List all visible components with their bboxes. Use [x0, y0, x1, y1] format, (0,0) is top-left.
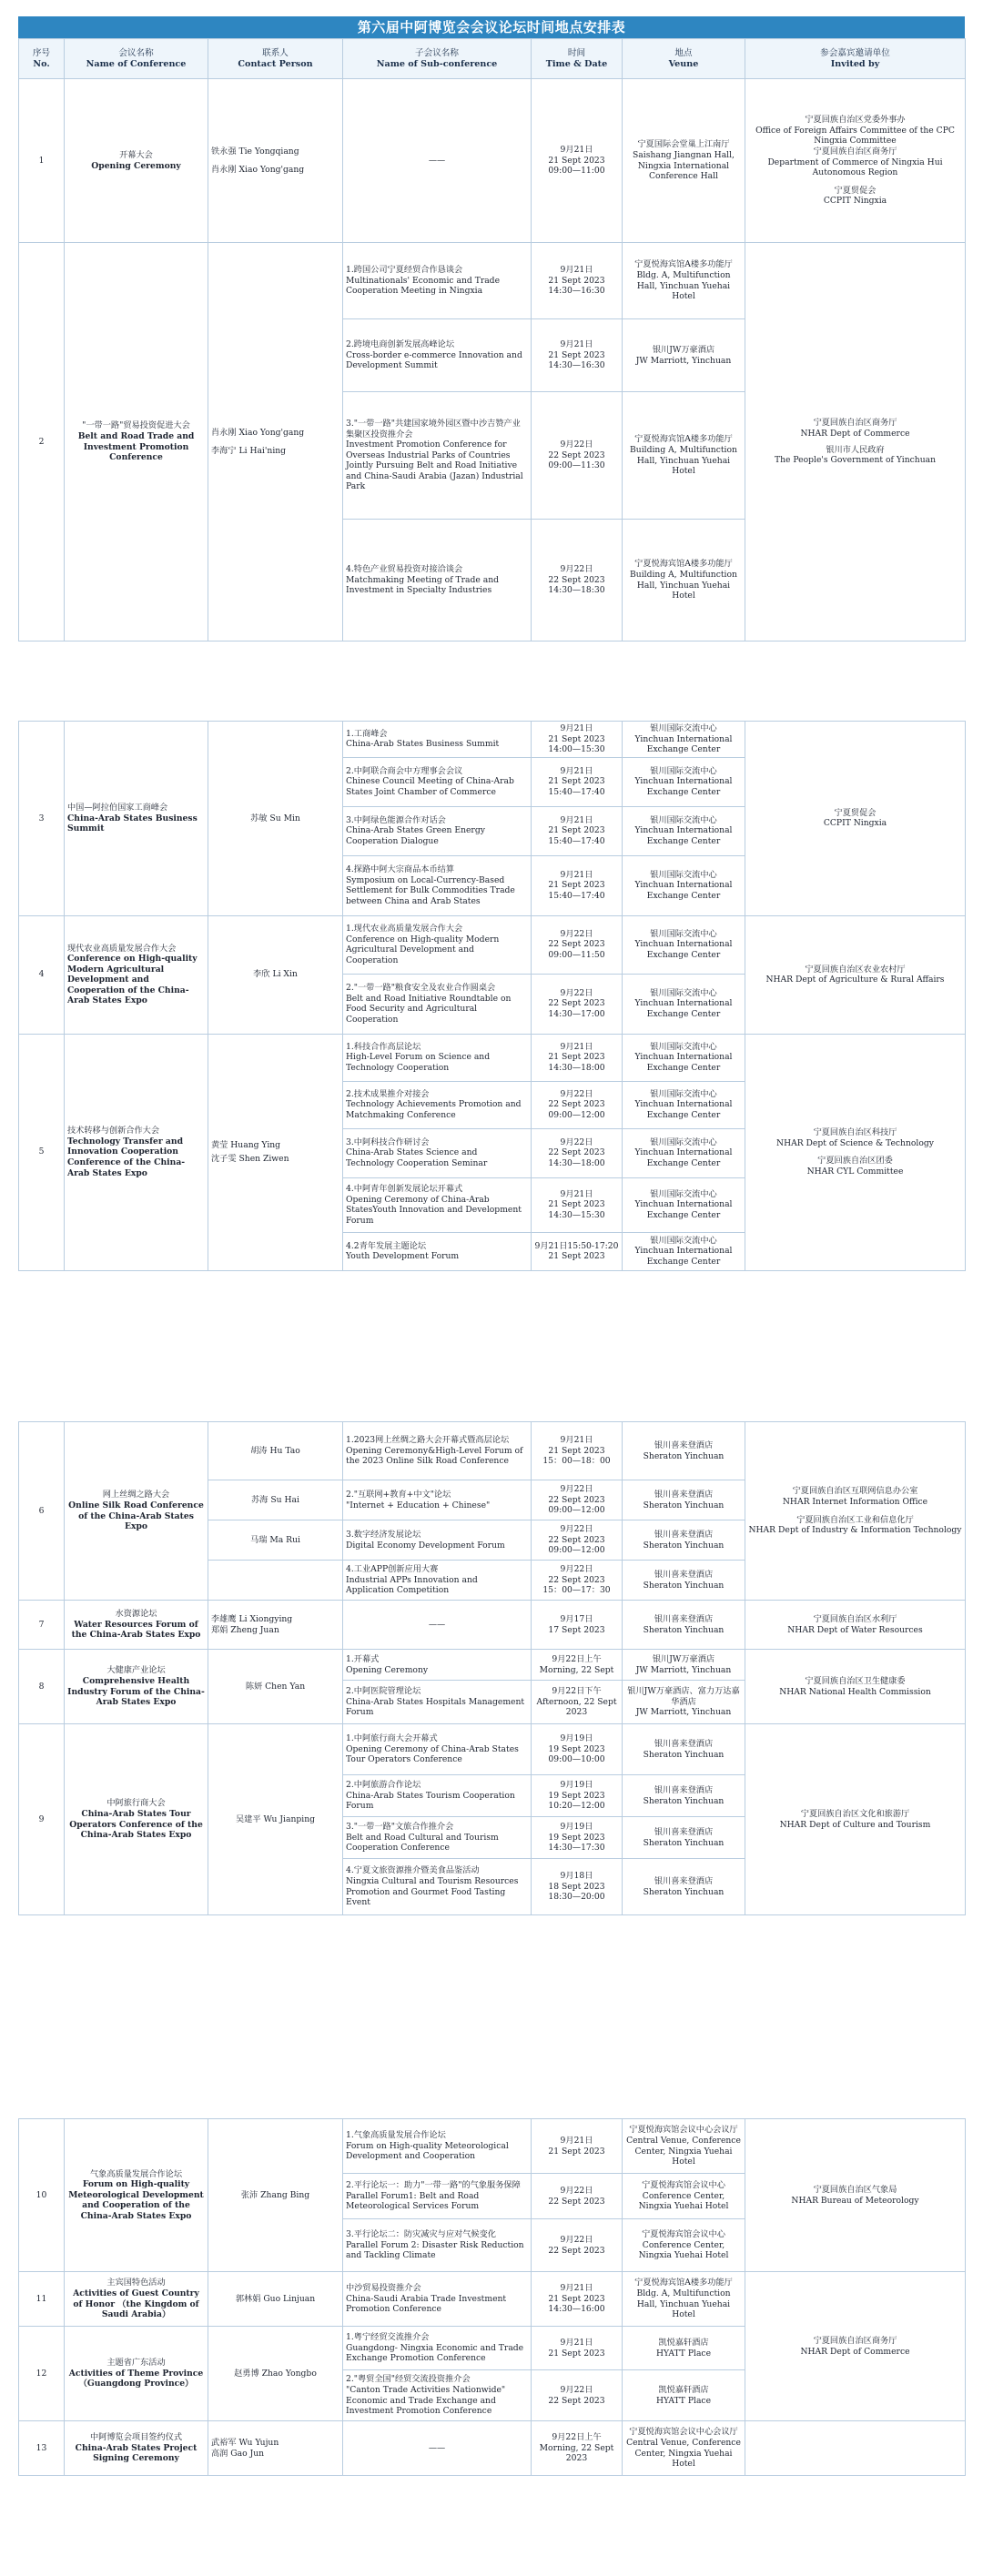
row-number: 9	[19, 1724, 65, 1915]
contact-person: 吴建平 Wu Jianping	[208, 1724, 343, 1915]
time-date: 9月21日 21 Sept 2023 15:40—17:40	[532, 806, 623, 855]
time-date: 9月21日 21 Sept 2023 14:30—16:30	[532, 319, 623, 392]
sub-conference: 2.中阿旅游合作论坛 China-Arab States Tourism Cooperation Forum	[343, 1775, 532, 1817]
time-date: 9月22日 22 Sept 2023 09:00—11:30	[532, 392, 623, 520]
row-number: 6	[19, 1422, 65, 1601]
table-row	[19, 2421, 966, 2476]
contact-person: 郭林娟 Guo Linjuan	[208, 2272, 343, 2327]
contact-person: 铁永强 Tie Yongqiang 肖永刚 Xiao Yong'gang	[208, 79, 343, 243]
time-date: 9月22日 22 Sept 2023	[532, 2174, 623, 2219]
venue: 银川国际交流中心 Yinchuan International Exchange Center	[623, 915, 745, 974]
time-date: 9月21日15:50-17:20 21 Sept 2023	[532, 1232, 623, 1270]
row-number: 2	[19, 243, 65, 641]
schedule-block-4	[18, 2118, 965, 2476]
time-date: 9月21日 21 Sept 2023	[532, 2327, 623, 2370]
conference-name: 主宾国特色活动 Activities of Guest Country of Honor （the Kingdom of Saudi Arabia）	[65, 2272, 208, 2327]
contact-person: 武裕军 Wu Yujun 高润 Gao Jun	[208, 2421, 343, 2476]
sub-conference: 3.中阿绿色能源合作对话会 China-Arab States Green Energy Cooperation Dialogue	[343, 806, 532, 855]
time-date: 9月21日 21 Sept 2023 09:00—11:00	[532, 79, 623, 243]
time-date: 9月21日 21 Sept 2023 14:30—18:00	[532, 1034, 623, 1081]
schedule-table-part-1	[18, 38, 966, 641]
conference-name: 大健康产业论坛 Comprehensive Health Industry Forum of the China-Arab States Expo	[65, 1650, 208, 1724]
invited-by: 宁夏回族自治区党委外事办 Office of Foreign Affairs Committee of the CPC Ningxia Committee 宁夏回族自治区商务厅 Department of Commerce of Ningxia Hui Autonomous Region 宁夏贸促会 CCPIT Ningxia	[745, 79, 966, 243]
sub-conference: 中沙贸易投资推介会 China-Saudi Arabia Trade Investment Promotion Conference	[343, 2272, 532, 2327]
venue: 银川喜来登酒店 Sheraton Yinchuan	[623, 1480, 745, 1520]
conference-name: 现代农业高质量发展合作大会 Conference on High-quality Modern Agricultural Development and Cooperation of the China-Arab States Expo	[65, 915, 208, 1034]
venue: 宁夏悦海宾馆A楼多功能厅 Bldg. A, Multifunction Hall, Yinchuan Yuehai Hotel	[623, 243, 745, 319]
row-number: 3	[19, 722, 65, 916]
time-date: 9月22日 22 Sept 2023 09:00—12:00	[532, 1480, 623, 1520]
conference-name: "一带一路"贸易投资促进大会 Belt and Road Trade and Investment Promotion Conference	[65, 243, 208, 641]
sub-conference: 1.科技合作高层论坛 High-Level Forum on Science and Technology Cooperation	[343, 1034, 532, 1081]
sub-conference: 2.中阿联合商会中方理事会会议 Chinese Council Meeting of China-Arab States Joint Chamber of Commerce	[343, 757, 532, 806]
conference-name: 网上丝绸之路大会 Online Silk Road Conference of the China-Arab States Expo	[65, 1422, 208, 1601]
venue: 宁夏悦海宾馆会议中心 Conference Center, Ningxia Yuehai Hotel	[623, 2174, 745, 2219]
invited-by: 宁夏回族自治区科技厅 NHAR Dept of Science & Technology 宁夏回族自治区团委 NHAR CYL Committee	[745, 1034, 966, 1270]
row-number: 12	[19, 2327, 65, 2421]
table-row	[19, 79, 966, 243]
contact-person: 肖永刚 Xiao Yong'gang 李海宁 Li Hai'ning	[208, 243, 343, 641]
venue: 宁夏国际会堂巢上江南厅 Saishang Jiangnan Hall, Ningxia International Conference Hall	[623, 79, 745, 243]
sub-conference: ——	[343, 79, 532, 243]
header-conference: 会议名称 Name of Conference	[65, 39, 208, 79]
venue: 银川国际交流中心 Yinchuan International Exchange Center	[623, 1081, 745, 1128]
sub-conference: 4.特色产业贸易投资对接洽谈会 Matchmaking Meeting of Trade and Investment in Specialty Industries	[343, 520, 532, 641]
sub-conference: 2."粤贸全国"经贸交流投资推介会 "Canton Trade Activities Nationwide" Economic and Trade Exchange and Investment Promotion Conference	[343, 2370, 532, 2421]
time-date: 9月22日上午 Morning, 22 Sept 2023	[532, 2421, 623, 2476]
table-row	[19, 1601, 966, 1650]
time-date: 9月22日下午 Afternoon, 22 Sept 2023	[532, 1681, 623, 1724]
venue: 宁夏悦海宾馆会议中心会议厅 Central Venue, Conference Center, Ningxia Yuehai Hotel	[623, 2421, 745, 2476]
sub-conference: 1.跨国公司宁夏经贸合作恳谈会 Multinationals' Economic and Trade Cooperation Meeting in Ningxia	[343, 243, 532, 319]
venue: 凯悦嘉轩酒店 HYATT Place	[623, 2327, 745, 2370]
sub-conference: 3.数字经济发展论坛 Digital Economy Development Forum	[343, 1520, 532, 1561]
sub-conference: ——	[343, 2421, 532, 2476]
sub-conference: 4.2青年发展主题论坛 Youth Development Forum	[343, 1232, 532, 1270]
invited-by: 宁夏回族自治区气象局 NHAR Bureau of Meteorology	[745, 2119, 966, 2272]
invited-by: 宁夏回族自治区商务厅 NHAR Dept of Commerce 银川市人民政府 The People's Government of Yinchuan	[745, 243, 966, 641]
contact-person: 胡涛 Hu Tao	[208, 1422, 343, 1480]
time-date: 9月19日 19 Sept 2023 10:20—12:00	[532, 1775, 623, 1817]
venue: 银川喜来登酒店 Sheraton Yinchuan	[623, 1817, 745, 1859]
schedule-table-part-4	[18, 2118, 966, 2476]
venue: 银川国际交流中心 Yinchuan International Exchange Center	[623, 974, 745, 1034]
venue: 银川喜来登酒店 Sheraton Yinchuan	[623, 1724, 745, 1775]
time-date: 9月22日 22 Sept 2023	[532, 2219, 623, 2272]
time-date: 9月22日 22 Sept 2023 09:00—11:50	[532, 915, 623, 974]
schedule-block-2	[18, 721, 965, 1271]
contact-person: 黄莹 Huang Ying 沈子雯 Shen Ziwen	[208, 1034, 343, 1270]
sub-conference: 1.现代农业高质量发展合作大会 Conference on High-quality Modern Agricultural Development and Cooperation	[343, 915, 532, 974]
table-row	[19, 2272, 966, 2327]
invited-by: 宁夏回族自治区卫生健康委 NHAR National Health Commission	[745, 1650, 966, 1724]
contact-person: 苏敏 Su Min	[208, 722, 343, 916]
venue: 银川喜来登酒店 Sheraton Yinchuan	[623, 1859, 745, 1915]
time-date: 9月21日 21 Sept 2023	[532, 2119, 623, 2174]
time-date: 9月21日 21 Sept 2023 15:40—17:40	[532, 757, 623, 806]
time-date: 9月19日 19 Sept 2023 14:30—17:30	[532, 1817, 623, 1859]
sub-conference: 2.跨境电商创新发展高峰论坛 Cross-border e-commerce Innovation and Development Summit	[343, 319, 532, 392]
venue: 银川国际交流中心 Yinchuan International Exchange Center	[623, 806, 745, 855]
sub-conference: 1.气象高质量发展合作论坛 Forum on High-quality Meteorological Development and Cooperation	[343, 2119, 532, 2174]
table-row	[19, 1650, 966, 1681]
sub-conference: 2.中阿医院管理论坛 China-Arab States Hospitals Management Forum	[343, 1681, 532, 1724]
table-row	[19, 1034, 966, 1081]
sub-conference: 1.开幕式 Opening Ceremony	[343, 1650, 532, 1681]
conference-name: 气象高质量发展合作论坛 Forum on High-quality Meteorological Development and Cooperation of the China-Arab States Expo	[65, 2119, 208, 2272]
sub-conference: 1.粤宁经贸交流推介会 Guangdong- Ningxia Economic and Trade Exchange Promotion Conference	[343, 2327, 532, 2370]
sub-conference: 3.平行论坛二：防灾减灾与应对气候变化 Parallel Forum 2: Disaster Risk Reduction and Tackling Climate	[343, 2219, 532, 2272]
contact-person	[208, 1561, 343, 1601]
sub-conference: 4.工业APP创新应用大赛 Industrial APPs Innovation and Application Competition	[343, 1561, 532, 1601]
time-date: 9月21日 21 Sept 2023 14:30—16:00	[532, 2272, 623, 2327]
row-number: 11	[19, 2272, 65, 2327]
table-row	[19, 2119, 966, 2174]
header-no: 序号 No.	[19, 39, 65, 79]
venue: 银川国际交流中心 Yinchuan International Exchange Center	[623, 757, 745, 806]
invited-by: 宁夏回族自治区水利厅 NHAR Dept of Water Resources	[745, 1601, 966, 1650]
sub-conference: 4.宁夏文旅资源推介暨美食品鉴活动 Ningxia Cultural and Tourism Resources Promotion and Gourmet Food Tasting Event	[343, 1859, 532, 1915]
contact-person: 赵勇博 Zhao Yongbo	[208, 2327, 343, 2421]
row-number: 8	[19, 1650, 65, 1724]
invited-by	[745, 2421, 966, 2476]
time-date: 9月22日 22 Sept 2023 15：00—17：30	[532, 1561, 623, 1601]
header-contact: 联系人 Contact Person	[208, 39, 343, 79]
sub-conference: 1.工商峰会 China-Arab States Business Summit	[343, 722, 532, 758]
contact-person: 陈妍 Chen Yan	[208, 1650, 343, 1724]
time-date: 9月21日 21 Sept 2023 15：00—18：00	[532, 1422, 623, 1480]
schedule-page	[18, 16, 965, 641]
time-date: 9月22日 22 Sept 2023	[532, 2370, 623, 2421]
invited-by: 宁夏回族自治区商务厅 NHAR Dept of Commerce	[745, 2272, 966, 2421]
contact-person: 马瑞 Ma Rui	[208, 1520, 343, 1561]
venue: 银川JW万豪酒店、富力万达嘉华酒店 JW Marriott, Yinchuan	[623, 1681, 745, 1724]
row-number: 13	[19, 2421, 65, 2476]
sub-conference: 2.平行论坛一：助力"一带一路"的气象服务保障 Parallel Forum1: Belt and Road Meteorological Services Forum	[343, 2174, 532, 2219]
venue: 银川喜来登酒店 Sheraton Yinchuan	[623, 1561, 745, 1601]
page-title: 第六届中阿博览会会议论坛时间地点安排表	[18, 16, 965, 38]
sub-conference: 4.中阿青年创新发展论坛开幕式 Opening Ceremony of China-Arab StatesYouth Innovation and Development Forum	[343, 1177, 532, 1232]
header-row	[19, 39, 966, 79]
header-venue: 地点 Veune	[623, 39, 745, 79]
header-invited: 参会嘉宾邀请单位 Invited by	[745, 39, 966, 79]
venue: 银川国际交流中心 Yinchuan International Exchange Center	[623, 1034, 745, 1081]
venue: 宁夏悦海宾馆会议中心会议厅 Central Venue, Conference Center, Ningxia Yuehai Hotel	[623, 2119, 745, 2174]
venue: 凯悦嘉轩酒店 HYATT Place	[623, 2370, 745, 2421]
sub-conference: 1.2023网上丝绸之路大会开幕式暨高层论坛 Opening Ceremony&High-Level Forum of the 2023 Online Silk Road Conference	[343, 1422, 532, 1480]
conference-name: 中阿旅行商大会 China-Arab States Tour Operators Conference of the China-Arab States Expo	[65, 1724, 208, 1915]
conference-name: 水资源论坛 Water Resources Forum of the China-Arab States Expo	[65, 1601, 208, 1650]
row-number: 5	[19, 1034, 65, 1270]
time-date: 9月22日 22 Sept 2023 09:00—12:00	[532, 1520, 623, 1561]
contact-person: 李雄鹰 Li Xiongying 郑娟 Zheng Juan	[208, 1601, 343, 1650]
conference-name: 中国—阿拉伯国家工商峰会 China-Arab States Business Summit	[65, 722, 208, 916]
venue: 银川国际交流中心 Yinchuan International Exchange Center	[623, 722, 745, 758]
header-time: 时间 Time & Date	[532, 39, 623, 79]
time-date: 9月22日 22 Sept 2023 09:00—12:00	[532, 1081, 623, 1128]
venue: 银川喜来登酒店 Sheraton Yinchuan	[623, 1422, 745, 1480]
row-number: 4	[19, 915, 65, 1034]
row-number: 1	[19, 79, 65, 243]
invited-by: 宁夏贸促会 CCPIT Ningxia	[745, 722, 966, 916]
sub-conference: 3.中阿科技合作研讨会 China-Arab States Science and Technology Cooperation Seminar	[343, 1128, 532, 1177]
venue: 银川喜来登酒店 Sheraton Yinchuan	[623, 1601, 745, 1650]
sub-conference: ——	[343, 1601, 532, 1650]
time-date: 9月22日 22 Sept 2023 14:30—17:00	[532, 974, 623, 1034]
row-number: 7	[19, 1601, 65, 1650]
venue: 宁夏悦海宾馆A楼多功能厅 Building A, Multifunction Hall, Yinchuan Yuehai Hotel	[623, 520, 745, 641]
time-date: 9月21日 21 Sept 2023 14:00—15:30	[532, 722, 623, 758]
conference-name: 开幕大会 Opening Ceremony	[65, 79, 208, 243]
venue: 银川JW万豪酒店 JW Marriott, Yinchuan	[623, 319, 745, 392]
table-row	[19, 243, 966, 319]
table-row	[19, 915, 966, 974]
header-sub-conference: 子会议名称 Name of Sub-conference	[343, 39, 532, 79]
time-date: 9月21日 21 Sept 2023 14:30—16:30	[532, 243, 623, 319]
contact-person: 李欣 Li Xin	[208, 915, 343, 1034]
sub-conference: 1.中阿旅行商大会开幕式 Opening Ceremony of China-Arab States Tour Operators Conference	[343, 1724, 532, 1775]
contact-person: 张沛 Zhang Bing	[208, 2119, 343, 2272]
venue: 银川国际交流中心 Yinchuan International Exchange Center	[623, 1128, 745, 1177]
schedule-table-part-3	[18, 1421, 966, 1915]
venue: 银川喜来登酒店 Sheraton Yinchuan	[623, 1775, 745, 1817]
venue: 银川国际交流中心 Yinchuan International Exchange Center	[623, 855, 745, 915]
invited-by: 宁夏回族自治区农业农村厅 NHAR Dept of Agriculture & Rural Affairs	[745, 915, 966, 1034]
conference-name: 中阿博览会项目签约仪式 China-Arab States Project Signing Ceremony	[65, 2421, 208, 2476]
schedule-block-3	[18, 1421, 965, 1915]
sub-conference: 4.探路中阿大宗商品本币结算 Symposium on Local-Currency-Based Settlement for Bulk Commodities Trade between China and Arab States	[343, 855, 532, 915]
sub-conference: 2."互联网+教育+中文"论坛 "Internet + Education + Chinese"	[343, 1480, 532, 1520]
schedule-table-part-2	[18, 721, 966, 1271]
venue: 银川JW万豪酒店 JW Marriott, Yinchuan	[623, 1650, 745, 1681]
table-row	[19, 722, 966, 758]
table-row	[19, 1422, 966, 1480]
invited-by: 宁夏回族自治区文化和旅游厅 NHAR Dept of Culture and Tourism	[745, 1724, 966, 1915]
time-date: 9月22日上午 Morning, 22 Sept	[532, 1650, 623, 1681]
invited-by: 宁夏回族自治区互联网信息办公室 NHAR Internet Information Office 宁夏回族自治区工业和信息化厅 NHAR Dept of Industry & Information Technology	[745, 1422, 966, 1601]
sub-conference: 2."一带一路"粮食安全及农业合作圆桌会 Belt and Road Initiative Roundtable on Food Security and Agricultural Cooperation	[343, 974, 532, 1034]
venue: 宁夏悦海宾馆A楼多功能厅 Building A, Multifunction Hall, Yinchuan Yuehai Hotel	[623, 392, 745, 520]
venue: 银川国际交流中心 Yinchuan International Exchange Center	[623, 1177, 745, 1232]
conference-name: 主题省广东活动 Activities of Theme Province（Guangdong Province）	[65, 2327, 208, 2421]
table-row	[19, 1724, 966, 1775]
conference-name: 技术转移与创新合作大会 Technology Transfer and Innovation Cooperation Conference of the China-Arab States Expo	[65, 1034, 208, 1270]
time-date: 9月22日 22 Sept 2023 14:30—18:30	[532, 520, 623, 641]
sub-conference: 3."一带一路"共建国家境外园区暨中沙吉赞产业集聚区投资推介会 Investment Promotion Conference for Overseas Industrial Parks of Countries Jointly Pursuing Belt and Road Initiative and China-Saudi Arabia (Jazan) Industrial Park	[343, 392, 532, 520]
venue: 宁夏悦海宾馆A楼多功能厅 Bldg. A, Multifunction Hall, Yinchuan Yuehai Hotel	[623, 2272, 745, 2327]
time-date: 9月18日 18 Sept 2023 18:30—20:00	[532, 1859, 623, 1915]
venue: 银川喜来登酒店 Sheraton Yinchuan	[623, 1520, 745, 1561]
time-date: 9月22日 22 Sept 2023 14:30—18:00	[532, 1128, 623, 1177]
sub-conference: 3."一带一路"文旅合作推介会 Belt and Road Cultural and Tourism Cooperation Conference	[343, 1817, 532, 1859]
sub-conference: 2.技术成果推介对接会 Technology Achievements Promotion and Matchmaking Conference	[343, 1081, 532, 1128]
time-date: 9月21日 21 Sept 2023 14:30—15:30	[532, 1177, 623, 1232]
venue: 宁夏悦海宾馆会议中心 Conference Center, Ningxia Yuehai Hotel	[623, 2219, 745, 2272]
contact-person: 苏海 Su Hai	[208, 1480, 343, 1520]
venue: 银川国际交流中心 Yinchuan International Exchange Center	[623, 1232, 745, 1270]
row-number: 10	[19, 2119, 65, 2272]
time-date: 9月17日 17 Sept 2023	[532, 1601, 623, 1650]
time-date: 9月21日 21 Sept 2023 15:40—17:40	[532, 855, 623, 915]
time-date: 9月19日 19 Sept 2023 09:00—10:00	[532, 1724, 623, 1775]
